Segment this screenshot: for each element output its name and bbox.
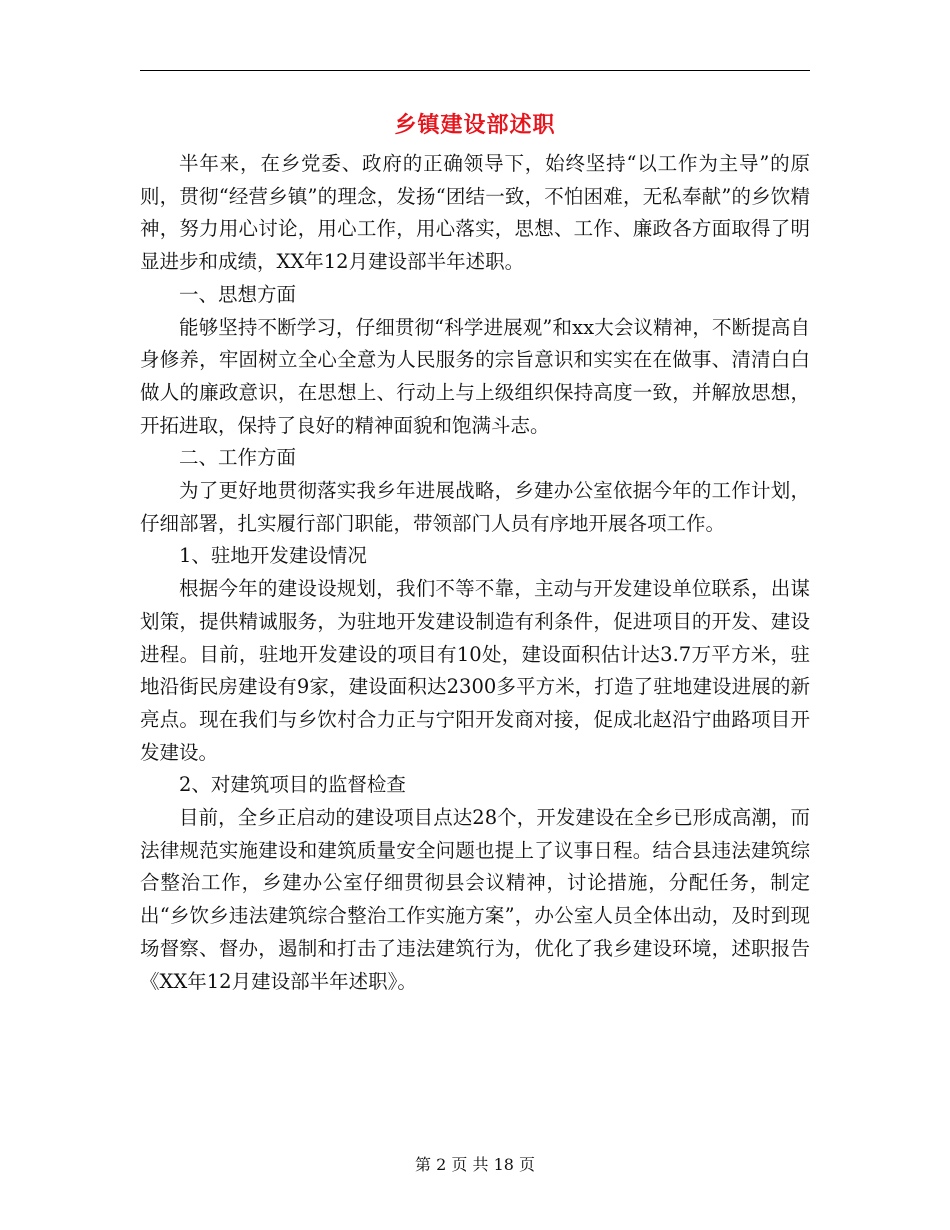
- paragraph-development: 根据今年的建设设规划，我们不等不靠，主动与开发建设单位联系，出谋划策，提供精诚服务，为驻地开发建设制造有利条件，促进项目的开发、建设进程。目前，驻地开发建设的项目有10处，建设面积估计达3.7万平方米，驻地沿街民房建设有9家，建设面积达2300多平方米，打造了驻地建设进展的新亮点。现在我们与乡饮村合力正与宁阳开发商对接，促成北赵沿宁曲路项目开发建设。: [140, 577, 810, 764]
- paragraph-thought: 能够坚持不断学习，仔细贯彻“科学进展观”和xx大会议精神，不断提高自身修养，牢固树立全心全意为人民服务的宗旨意识和实实在在做事、清清白白做人的廉政意识，在思想上、行动上与上级组织保持高度一致，并解放思想，开拓进取，保持了良好的精神面貌和饱满斗志。: [140, 315, 810, 437]
- subheading-supervision: 2、对建筑项目的监督检查: [179, 773, 406, 797]
- footer-prefix: 第: [414, 1155, 431, 1174]
- document-title: 乡镇建设部述职: [394, 112, 556, 138]
- footer-total-pages: 18: [493, 1155, 514, 1174]
- section-heading-work: 二、工作方面: [179, 446, 297, 470]
- paragraph-work: 为了更好地贯彻落实我乡年进展战略，乡建办公室依据今年的工作计划，仔细部署，扎实履行部门职能，带领部门人员有序地开展各项工作。: [140, 479, 810, 535]
- footer-page-word: 页: [451, 1155, 468, 1174]
- header-rule: [140, 70, 810, 71]
- paragraph-supervision: 目前，全乡正启动的建设项目点达28个，开发建设在全乡已形成高潮，而法律规范实施建设和建筑质量安全问题也提上了议事日程。结合县违法建筑综合整治工作，乡建办公室仔细贯彻县会议精神，讨论措施，分配任务，制定出“乡饮乡违法建筑综合整治工作实施方案”，办公室人员全体出动，及时到现场督察、督办，遏制和打击了违法建筑行为，优化了我乡建设环境，述职报告《XX年12月建设部半年述职》。: [140, 806, 810, 993]
- footer-current-page: 2: [436, 1155, 447, 1174]
- page-footer: [140, 1153, 810, 1177]
- footer-suffix: 页: [519, 1155, 536, 1174]
- document-body: [140, 148, 810, 998]
- footer-total-prefix: 共: [472, 1155, 489, 1174]
- section-heading-thought: 一、思想方面: [179, 282, 297, 306]
- subheading-development: 1、驻地开发建设情况: [179, 544, 367, 568]
- paragraph-intro: 半年来，在乡党委、政府的正确领导下，始终坚持“以工作为主导”的原则，贯彻“经营乡镇”的理念，发扬“团结一致，不怕困难，无私奉献”的乡饮精神，努力用心讨论，用心工作，用心落实，思想、工作、廉政各方面取得了明显进步和成绩，XX年12月建设部半年述职。: [140, 152, 810, 274]
